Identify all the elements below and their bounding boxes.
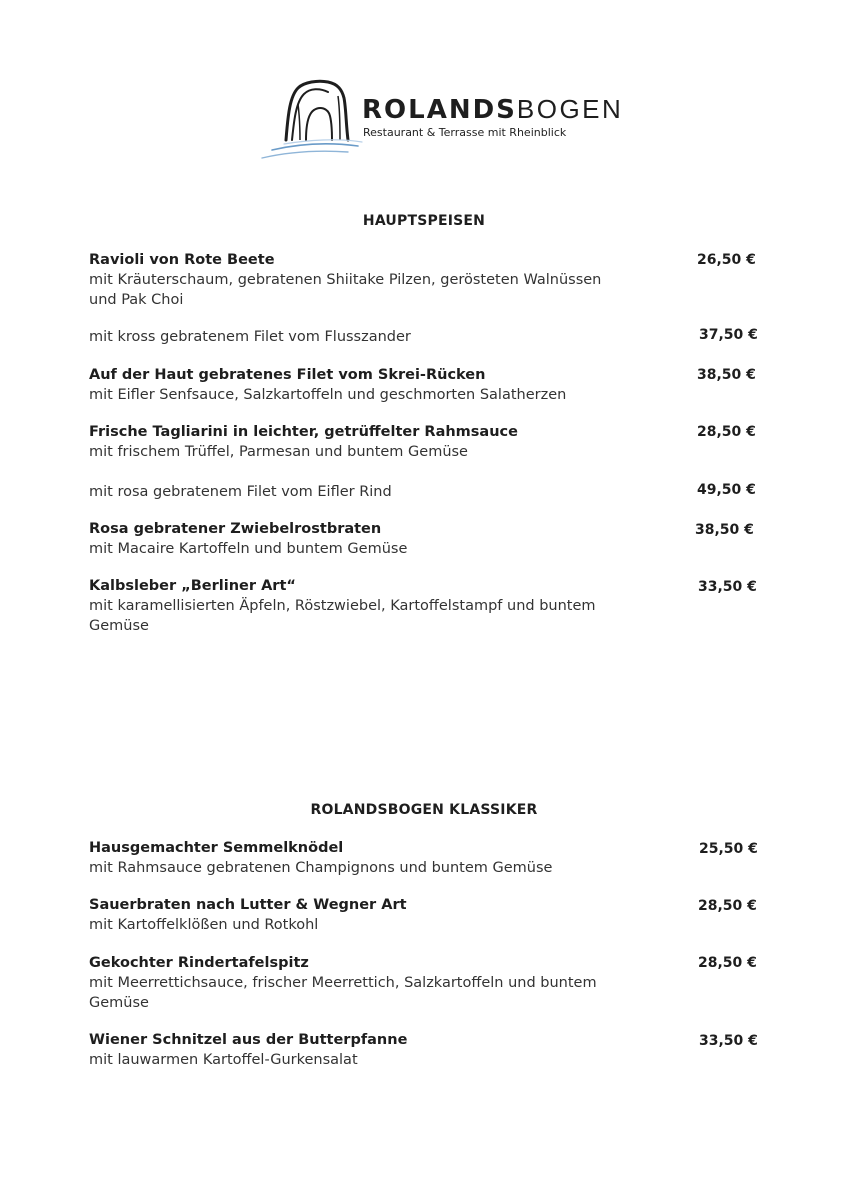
menu-item [89, 519, 769, 559]
menu-item-price: 33,50 € [698, 579, 757, 595]
menu-item-name: Auf der Haut gebratenes Filet vom Skrei-Rücken [89, 367, 486, 383]
menu-item [89, 365, 769, 405]
menu-item-name: Sauerbraten nach Lutter & Wegner Art [89, 897, 407, 913]
menu-item [89, 895, 769, 935]
menu-item-price: 49,50 € [697, 482, 756, 498]
menu-item-name: Kalbsleber „Berliner Art“ [89, 578, 296, 594]
menu-item-name: Ravioli von Rote Beete [89, 252, 275, 268]
menu-item-price: 26,50 € [697, 252, 756, 268]
menu-item [89, 576, 769, 636]
section-title-klassiker: ROLANDSBOGEN KLASSIKER [310, 802, 538, 818]
menu-item [89, 1030, 769, 1070]
menu-item-description: mit rosa gebratenem Filet vom Eifler Rind [89, 484, 392, 500]
brand-name [362, 94, 623, 125]
section-title-hauptspeisen: HAUPTSPEISEN [362, 213, 486, 229]
menu-item [89, 327, 769, 347]
menu-item [89, 838, 769, 878]
brand-name-light: BOGEN [516, 94, 624, 124]
menu-item-description: mit Macaire Kartoffeln und buntem Gemüse [89, 541, 408, 557]
arch-logo-icon [258, 74, 368, 164]
menu-item-price: 37,50 € [699, 327, 758, 343]
restaurant-logo [258, 74, 624, 164]
menu-item-price: 28,50 € [697, 424, 756, 440]
menu-item [89, 482, 769, 502]
menu-item-name: Hausgemachter Semmelknödel [89, 840, 344, 856]
menu-item-price: 25,50 € [699, 841, 758, 857]
menu-item-description: mit karamellisierten Äpfeln, Röstzwiebel, Kartoffelstampf und buntem Gemüse [89, 598, 596, 634]
menu-item-price: 28,50 € [698, 898, 757, 914]
menu-item-name: Rosa gebratener Zwiebelrostbraten [89, 521, 382, 537]
menu-item-description: mit Rahmsauce gebratenen Champignons und buntem Gemüse [89, 860, 553, 876]
menu-item-price: 38,50 € [697, 367, 756, 383]
menu-item-price: 33,50 € [699, 1033, 758, 1049]
brand-name-bold: ROLANDS [362, 95, 517, 125]
menu-item-name: Wiener Schnitzel aus der Butterpfanne [89, 1032, 408, 1048]
menu-item [89, 953, 769, 1013]
menu-item-description: mit lauwarmen Kartoffel-Gurkensalat [89, 1052, 358, 1068]
menu-item-description: mit Eifler Senfsauce, Salzkartoffeln und geschmorten Salatherzen [89, 387, 567, 403]
menu-item-description: mit frischem Trüffel, Parmesan und buntem Gemüse [89, 444, 468, 460]
menu-item-price: 28,50 € [698, 955, 757, 971]
menu-item-name: Frische Tagliarini in leichter, getrüffelter Rahmsauce [89, 424, 518, 440]
menu-item [89, 250, 769, 310]
menu-item [89, 422, 769, 462]
menu-item-description: mit Meerrettichsauce, frischer Meerrettich, Salzkartoffeln und buntem Gemüse [89, 975, 597, 1011]
menu-item-price: 38,50 € [695, 522, 754, 538]
menu-item-name: Gekochter Rindertafelspitz [89, 955, 309, 971]
menu-item-description: mit Kräuterschaum, gebratenen Shiitake Pilzen, gerösteten Walnüssen und Pak Choi [89, 272, 602, 308]
brand-tagline: Restaurant & Terrasse mit Rheinblick [363, 126, 567, 139]
menu-item-description: mit Kartoffelklößen und Rotkohl [89, 917, 319, 933]
menu-item-description: mit kross gebratenem Filet vom Flusszander [89, 329, 411, 345]
